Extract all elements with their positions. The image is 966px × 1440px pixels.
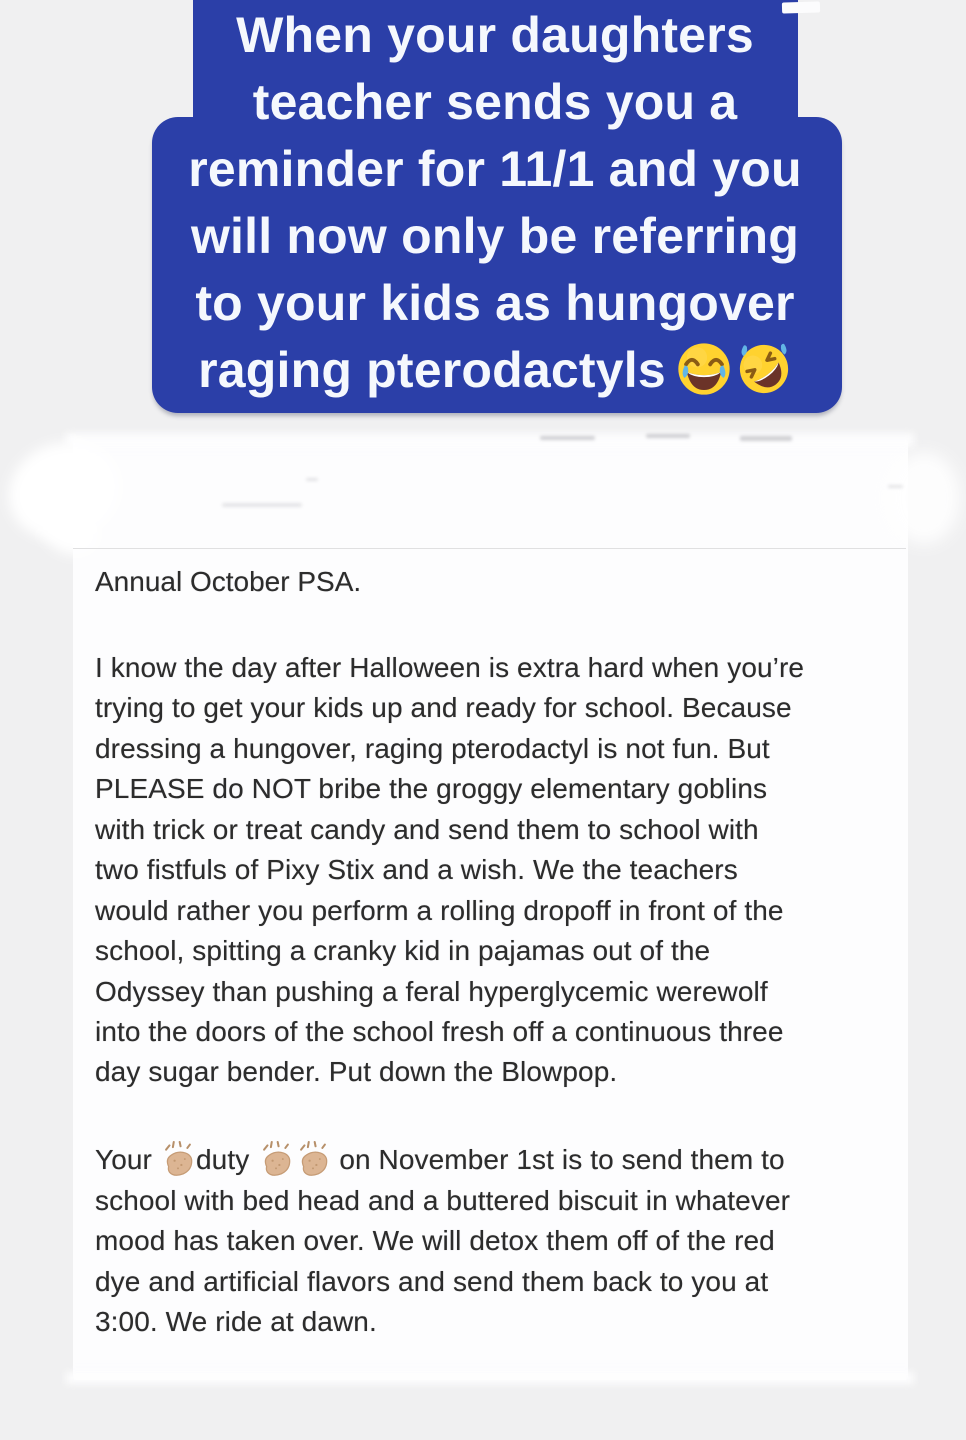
post-body-line: dressing a hungover, raging pterodactyl is not fun. But (95, 732, 770, 764)
erased-text-remnant (306, 478, 318, 481)
caption-line: will now only be referring (190, 208, 800, 264)
post-heading: Annual October PSA. (95, 566, 362, 597)
post-body-line: would rather you perform a rolling dropoff in front of the (95, 894, 784, 926)
eraser-smudge-right (888, 452, 960, 544)
post-body-line: two fistfuls of Pixy Stix and a wish. We the teachers (95, 854, 738, 886)
post-body-paragraph (95, 648, 895, 1093)
caption-line: reminder for 11/1 and you (188, 141, 802, 197)
post-footer-line: 3:00. We ride at dawn. (95, 1306, 377, 1337)
erased-text-remnant (646, 434, 690, 438)
face-with-tears-of-joy-emoji-icon (676, 341, 732, 397)
post-body-line: PLEASE do NOT bribe the groggy elementary goblins (95, 773, 768, 805)
caption-line (24, 337, 966, 404)
post-body-line: trying to get your kids up and ready for school. Because (95, 692, 792, 724)
post-body-line: into the doors of the school fresh off a continuous three (95, 1015, 784, 1047)
post-body-line: I know the day after Halloween is extra hard when you’re (95, 652, 805, 683)
post-footer-line: school with bed head and a buttered biscuit in whatever (95, 1184, 791, 1216)
post-body-line: Odyssey than pushing a feral hyperglycemic werewolf (95, 975, 768, 1007)
post-body-line: school, spitting a cranky kid in pajamas out of the (95, 935, 711, 967)
caption-text-block (24, 2, 966, 404)
card-soft-bottom-edge (66, 1372, 914, 1384)
footer-text-segment: duty (195, 1144, 250, 1175)
caption-last-line-text: raging pterodactyls (198, 342, 666, 398)
footer-text-segment: Your (95, 1144, 152, 1175)
post-footer-line: mood has taken over. We will detox them off of the red (95, 1225, 775, 1256)
rolling-on-floor-laughing-emoji-icon (736, 341, 792, 397)
caption-line: When your daughters (236, 7, 754, 63)
post-body-line: with trick or treat candy and send them to school with (95, 813, 759, 845)
erased-text-remnant (222, 503, 302, 507)
erased-text-remnant (540, 436, 595, 440)
clapping-hands-emoji-icon (161, 1140, 195, 1178)
caption-line: teacher sends you a (252, 74, 738, 130)
clapping-hands-emoji-icon (296, 1140, 330, 1178)
erased-text-remnant (740, 436, 792, 441)
footer-text-segment: on November 1st is to send them to (339, 1144, 785, 1175)
post-footer-line: dye and artificial flavors and send them back to you at (95, 1265, 769, 1297)
post-footer-line (95, 1140, 895, 1181)
post-body-line: day sugar bender. Put down the Blowpop. (95, 1056, 618, 1088)
caption-line: to your kids as hungover (195, 275, 795, 331)
clapping-hands-emoji-icon (259, 1140, 293, 1178)
post-footer-paragraph (95, 1140, 895, 1343)
erased-text-remnant (888, 485, 903, 488)
card-divider-line (73, 548, 906, 549)
screenshot-artifact-dash (782, 2, 820, 14)
